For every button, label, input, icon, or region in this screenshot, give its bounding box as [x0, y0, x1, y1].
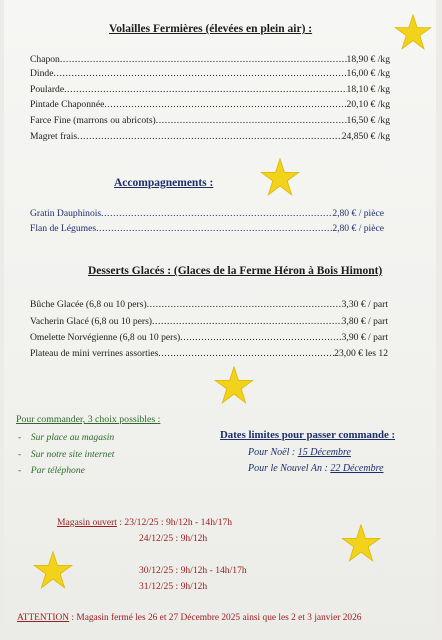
star-icon [394, 14, 432, 50]
price-row [30, 332, 388, 343]
item-label: Plateau de mini verrines assorties [30, 348, 159, 359]
item-price: 3,90 € / part [341, 332, 388, 343]
dates-title: Dates limites pour passer commande : [220, 429, 396, 441]
item-price: 24,850 € /kg [341, 131, 390, 142]
item-price: 18,90 € /kg [346, 54, 390, 65]
star-icon [214, 366, 254, 404]
item-label: Omelette Norvégienne (6,8 ou 10 pers) [30, 332, 181, 343]
commander-title: Pour commander, 3 choix possibles : [16, 414, 161, 425]
price-row [30, 68, 390, 79]
price-row [30, 316, 388, 327]
star-icon [260, 158, 300, 196]
star-icon [340, 524, 382, 562]
accompagnements-title: Accompagnements : [114, 177, 214, 189]
commander-option: - Sur place au magasin [18, 432, 115, 443]
item-label: Chapon [30, 54, 60, 65]
attention-notice: ATTENTION : Magasin fermé les 26 et 27 Décembre 2025 ainsi que les 2 et 3 janvier 2026 [17, 613, 362, 623]
item-price: 16,00 € /kg [346, 68, 390, 79]
item-label: Bûche Glacée (6,8 ou 10 pers) [30, 299, 147, 310]
item-price: 18,10 € /kg [346, 84, 390, 95]
item-label: Vacherin Glacé (6,8 ou 10 pers) [30, 316, 153, 327]
volailles-title: Volailles Fermières (élevées en plein air) : [109, 23, 313, 35]
price-row [30, 115, 390, 126]
item-label: Farce Fine (marrons ou abricots) [30, 115, 156, 126]
item-price: 20,10 € /kg [346, 99, 390, 110]
price-row [30, 223, 384, 234]
price-row [30, 99, 390, 110]
price-row [30, 84, 390, 95]
price-row [30, 54, 390, 65]
item-label: Gratin Dauphinois [30, 208, 102, 219]
item-price: 3,80 € / part [341, 316, 388, 327]
price-row [30, 131, 390, 142]
item-label: Dinde [30, 68, 54, 79]
item-label: Poularde [30, 84, 65, 95]
magasin-hours-row: 24/12/25 : 9h/12h [139, 533, 208, 544]
item-price: 16,50 € /kg [346, 115, 390, 126]
price-row [30, 299, 388, 310]
date-noel: Pour Noël : 15 Décembre [248, 447, 351, 458]
date-nouvel-an: Pour le Nouvel An : 22 Décembre [248, 463, 384, 474]
item-label: Flan de Légumes [30, 223, 97, 234]
magasin-hours-row: 31/12/25 : 9h/12h [139, 581, 208, 592]
menu-sheet [4, 0, 436, 640]
commander-option: - Sur notre site internet [18, 449, 115, 460]
price-row [30, 348, 388, 359]
item-price: 3,30 € / part [341, 299, 388, 310]
magasin-title: Magasin ouvert [57, 517, 117, 528]
item-price: 2,80 € / pièce [332, 223, 384, 234]
magasin-hours-row: Magasin ouvert : 23/12/25 : 9h/12h - 14h/17h [57, 517, 233, 528]
commander-option: - Par téléphone [18, 465, 85, 476]
attention-label: ATTENTION [17, 613, 70, 623]
desserts-title: Desserts Glacés : (Glaces de la Ferme Héron à Bois Himont) [88, 265, 383, 277]
item-label: Magret frais [30, 131, 78, 142]
item-price: 2,80 € / pièce [332, 208, 384, 219]
item-price: 23,00 € les 12 [334, 348, 388, 359]
item-label: Pintade Chaponnée [30, 99, 105, 110]
price-row [30, 208, 384, 219]
star-icon [32, 551, 74, 589]
magasin-hours-row: 30/12/25 : 9h/12h - 14h/17h [139, 565, 247, 576]
